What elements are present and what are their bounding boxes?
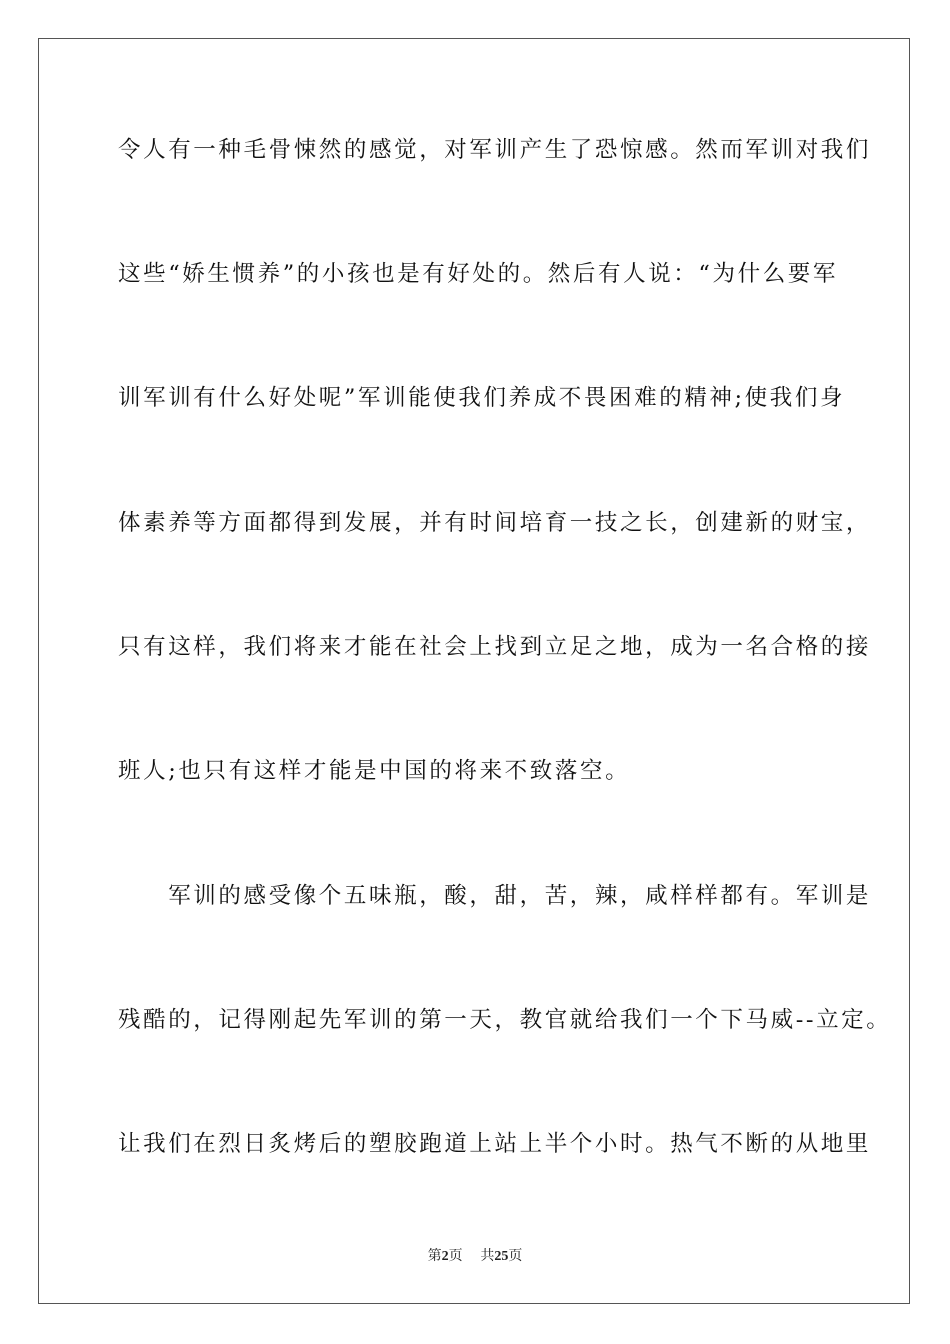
body-line-5: 只有这样，我们将来才能在社会上找到立足之地，成为一名合格的接 xyxy=(118,634,872,660)
body-line-3: 训军训有什么好处呢”军训能使我们养成不畏困难的精神;使我们身 xyxy=(118,385,846,411)
body-line-1: 令人有一种毛骨悚然的感觉，对军训产生了恐惊感。然而军训对我们 xyxy=(118,137,872,163)
page-footer xyxy=(0,1247,950,1266)
body-line-9: 让我们在烈日炙烤后的塑胶跑道上站上半个小时。热气不断的从地里 xyxy=(118,1131,872,1157)
footer-total-pages: 25 xyxy=(494,1249,509,1264)
body-line-8: 残酷的，记得刚起先军训的第一天，教官就给我们一个下马威--立定。 xyxy=(118,1007,892,1033)
body-line-2: 这些“娇生惯养”的小孩也是有好处的。然后有人说：“为什么要军 xyxy=(118,261,839,287)
footer-page-number: 2 xyxy=(441,1249,449,1264)
footer-total-suffix: 页 xyxy=(508,1248,523,1264)
footer-page-suffix: 页 xyxy=(448,1248,463,1264)
body-line-7: 军训的感受像个五味瓶，酸，甜，苦，辣，咸样样都有。军训是 xyxy=(118,883,872,909)
footer-page-prefix: 第 xyxy=(427,1248,442,1264)
page-border xyxy=(38,38,910,1304)
footer-total-prefix: 共 xyxy=(480,1248,495,1264)
body-line-6: 班人;也只有这样才能是中国的将来不致落空。 xyxy=(118,758,631,784)
body-line-4: 体素养等方面都得到发展，并有时间培育一技之长，创建新的财宝， xyxy=(118,510,872,536)
